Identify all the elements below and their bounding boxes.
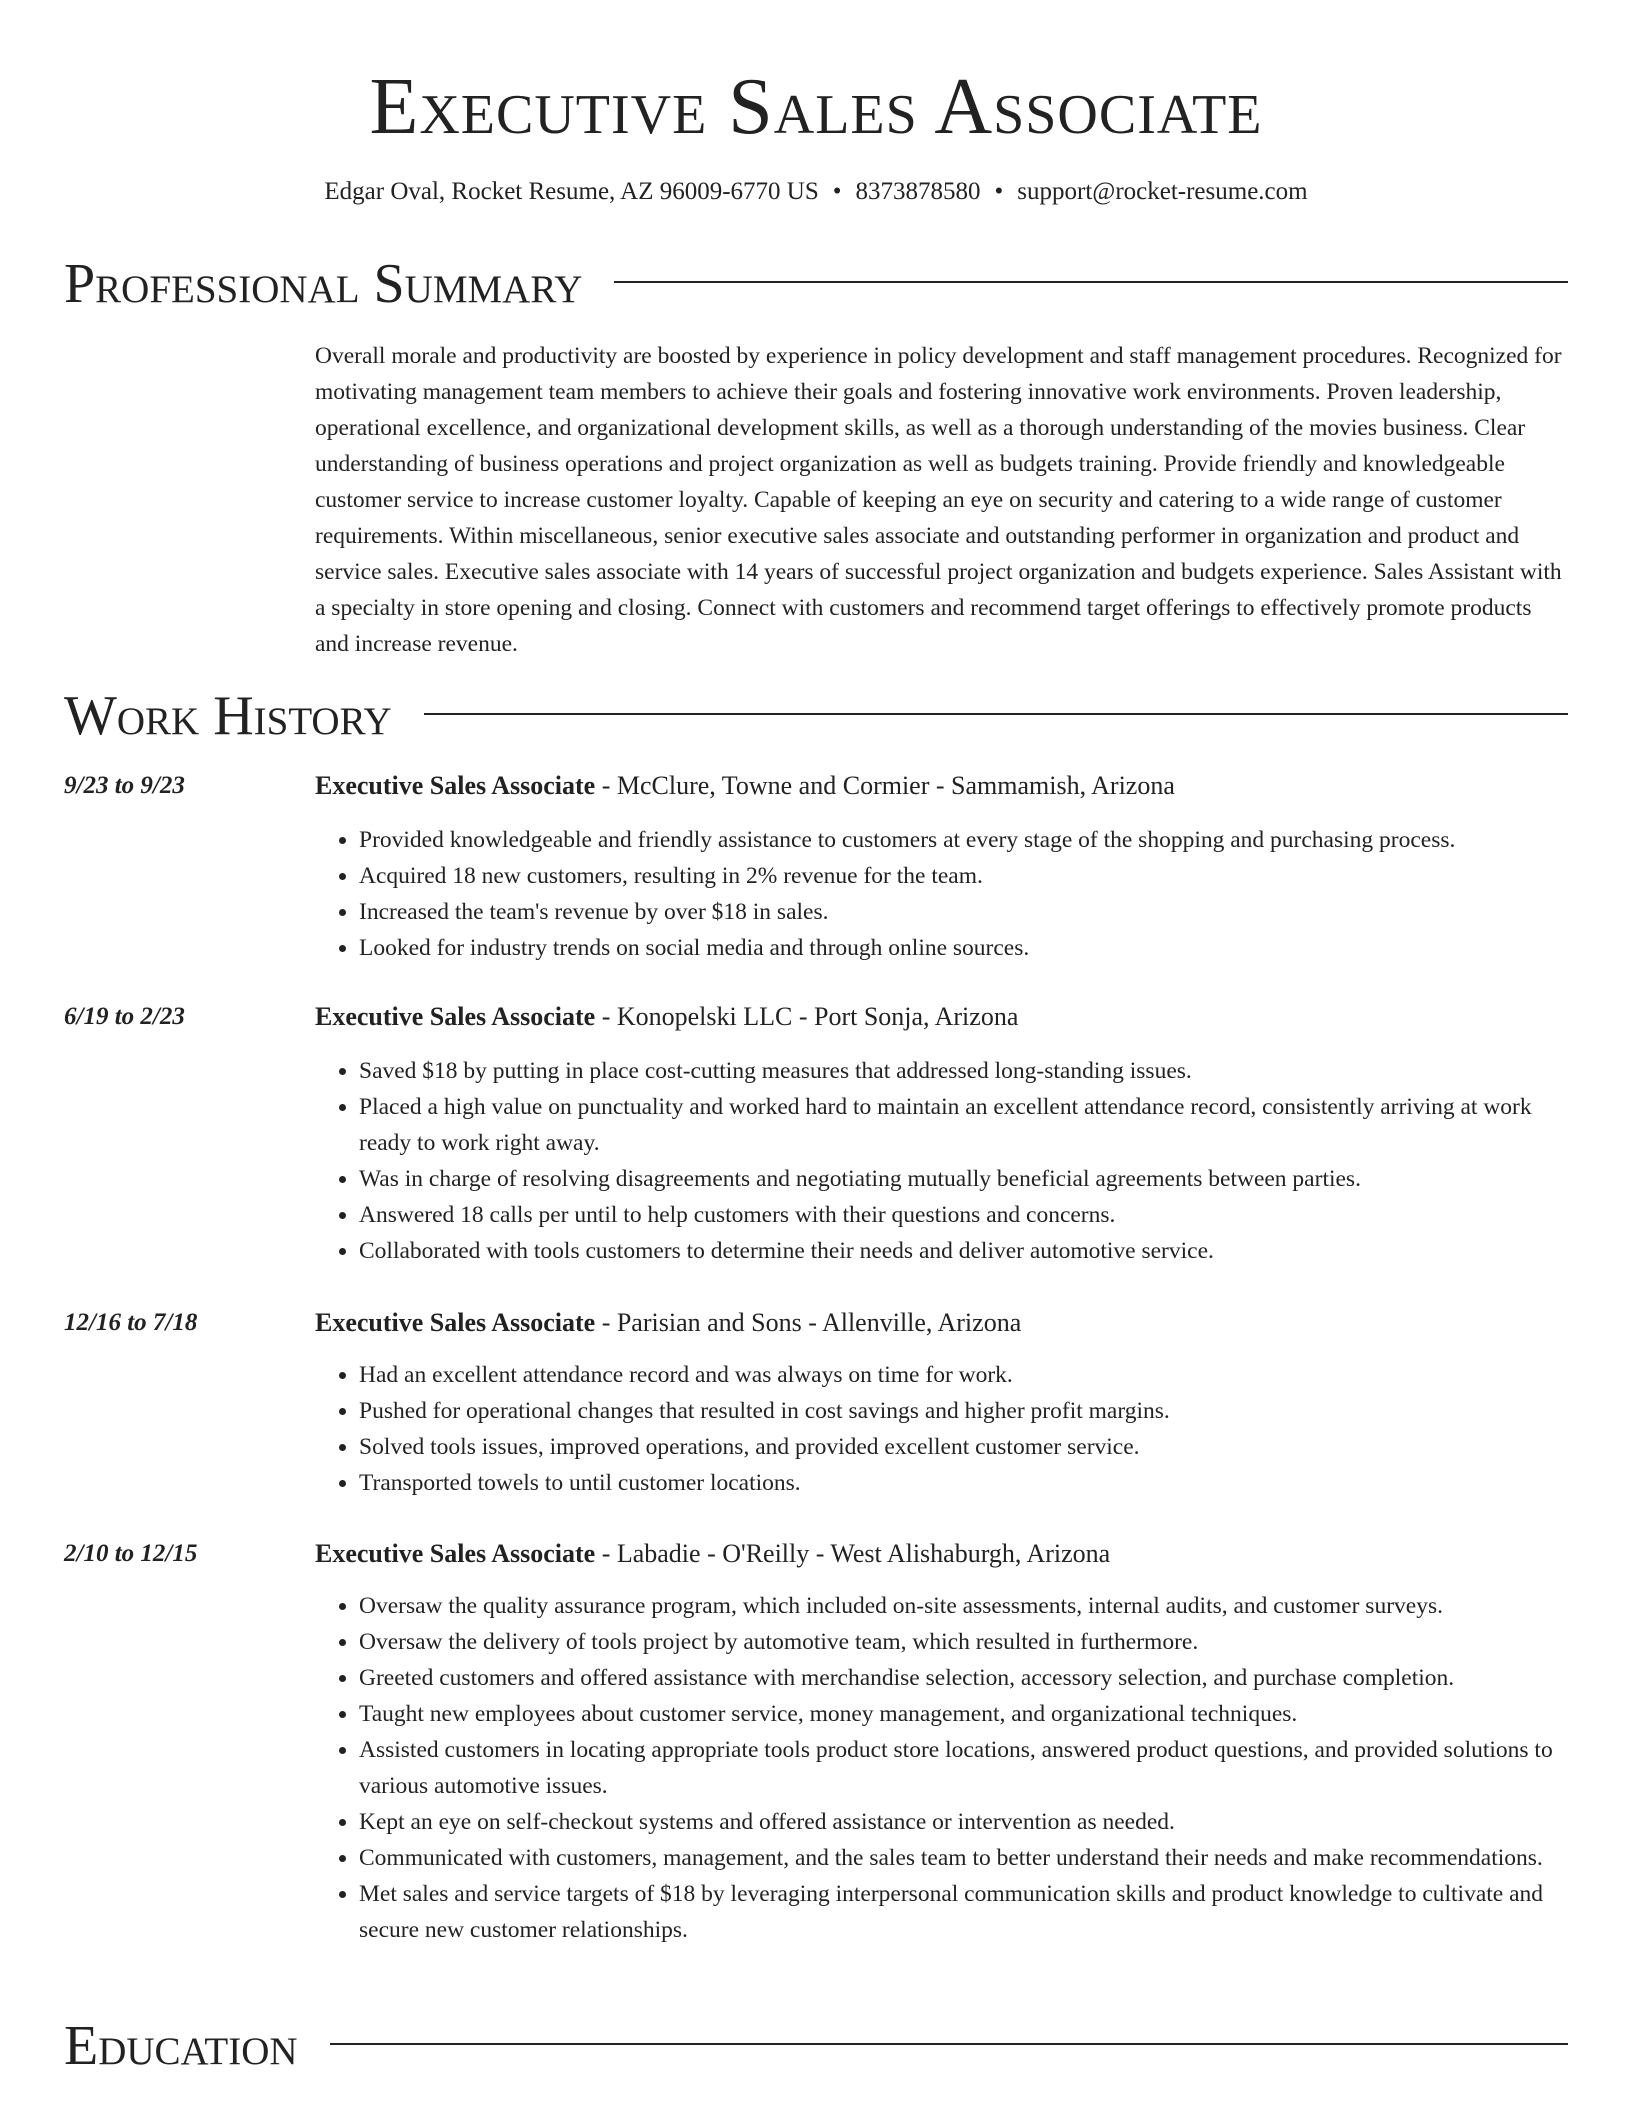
job-bullet: • Saved $18 by putting in place cost-cutting measures that addressed long-standing issues. [359,1053,1568,1089]
section-divider [424,713,1568,715]
job-bullet-list [315,1588,1568,1948]
job-bullet: • Was in charge of resolving disagreements and negotiating mutually beneficial agreements between parties. [359,1161,1568,1197]
summary-text: Overall morale and productivity are boosted by experience in policy development and staff management procedures. Recognized for motivating management team members to achieve their goals and fostering innovative work environments. Proven leadership, operational excellence, and organizational development skills, as well as a thorough understanding of the movies business. Clear understanding of business operations and project organization as well as budgets training. Provide friendly and knowledgeable customer service to increase customer loyalty. Capable of keeping an eye on security and catering to a wide range of customer requirements. Within miscellaneous, senior executive sales associate and outstanding performer in organization and product and service sales. Executive sales associate with 14 years of successful project organization and budgets experience. Sales Assistant with a specialty in store opening and closing. Connect with customers and recommend target offerings to effectively promote products and increase revenue. [315,343,1562,657]
job-bullet: • Had an excellent attendance record and was always on time for work. [359,1357,1568,1393]
job-bullet: • Oversaw the quality assurance program, which included on-site assessments, internal audits, and customer surveys. [359,1588,1568,1624]
job-dates: 6/19 to 2/23 [64,1003,185,1030]
job-bullet: • Increased the team's revenue by over $18 in sales. [359,894,1568,930]
section-header-work-history [64,684,1568,748]
section-title-work-history: Work History [64,685,392,747]
job-bullet: • Answered 18 calls per until to help customers with their questions and concerns. [359,1197,1568,1233]
job-dates: 12/16 to 7/18 [64,1309,198,1336]
job-bullet: • Oversaw the delivery of tools project by automotive team, which resulted in furthermore. [359,1624,1568,1660]
section-divider [614,281,1568,283]
job-bullet: • Transported towels to until customer locations. [359,1465,1568,1501]
job-bullet: • Acquired 18 new customers, resulting in 2% revenue for the team. [359,858,1568,894]
job-bullet: • Greeted customers and offered assistance with merchandise selection, accessory selection, and purchase completion. [359,1660,1568,1696]
job-dates: 9/23 to 9/23 [64,772,185,799]
job-employer-location: - Konopelski LLC - Port Sonja, Arizona [595,1002,1019,1031]
contact-separator: • [994,178,1004,205]
job-dates: 2/10 to 12/15 [64,1540,198,1567]
job-bullet: • Provided knowledgeable and friendly assistance to customers at every stage of the shopping and purchasing process. [359,822,1568,858]
job-bullet: • Assisted customers in locating appropriate tools product store locations, answered product questions, and provided solutions to various automotive issues. [359,1732,1568,1804]
contact-address: Edgar Oval, Rocket Resume, AZ 96009-6770 US [324,178,819,205]
job-title-line [315,999,1568,1035]
job-role: Executive Sales Associate [315,771,596,800]
job-bullet: • Kept an eye on self-checkout systems and offered assistance or intervention as needed. [359,1804,1568,1840]
section-title-education: Education [64,2015,298,2077]
job-employer-location: - McClure, Towne and Cormier - Sammamish, Arizona [595,771,1175,800]
job-title-line [315,768,1568,804]
job-role: Executive Sales Associate [315,1002,596,1031]
job-bullet: • Solved tools issues, improved operations, and provided excellent customer service. [359,1429,1568,1465]
section-header-education [64,2014,1568,2078]
resume-name-title: Executive Sales Associate [369,63,1263,151]
contact-email: support@rocket-resume.com [1017,178,1308,205]
section-divider [330,2043,1568,2045]
job-bullet: • Pushed for operational changes that resulted in cost savings and higher profit margins. [359,1393,1568,1429]
job-bullet-list [315,1053,1568,1269]
job-bullet: • Placed a high value on punctuality and worked hard to maintain an excellent attendance record, consistently arriving at work ready to work right away. [359,1089,1568,1161]
job-bullet: • Collaborated with tools customers to determine their needs and deliver automotive service. [359,1233,1568,1269]
section-header-summary [64,252,1568,316]
contact-separator: • [832,178,842,205]
job-role: Executive Sales Associate [315,1308,596,1337]
job-title-line [315,1305,1568,1341]
job-bullet: • Taught new employees about customer service, money management, and organizational techniques. [359,1696,1568,1732]
job-bullet: • Looked for industry trends on social media and through online sources. [359,930,1568,966]
job-bullet-list [315,822,1568,966]
job-title-line [315,1536,1568,1572]
contact-line [0,176,1632,208]
job-bullet: • Communicated with customers, management, and the sales team to better understand their needs and make recommendations. [359,1840,1568,1876]
job-bullet-list [315,1357,1568,1501]
section-title-summary: Professional Summary [64,253,583,315]
job-employer-location: - Labadie - O'Reilly - West Alishaburgh, Arizona [595,1539,1111,1568]
job-employer-location: - Parisian and Sons - Allenville, Arizona [595,1308,1022,1337]
job-role: Executive Sales Associate [315,1539,596,1568]
contact-phone: 8373878580 [855,178,981,205]
job-bullet: • Met sales and service targets of $18 by leveraging interpersonal communication skills and product knowledge to cultivate and secure new customer relationships. [359,1876,1568,1948]
